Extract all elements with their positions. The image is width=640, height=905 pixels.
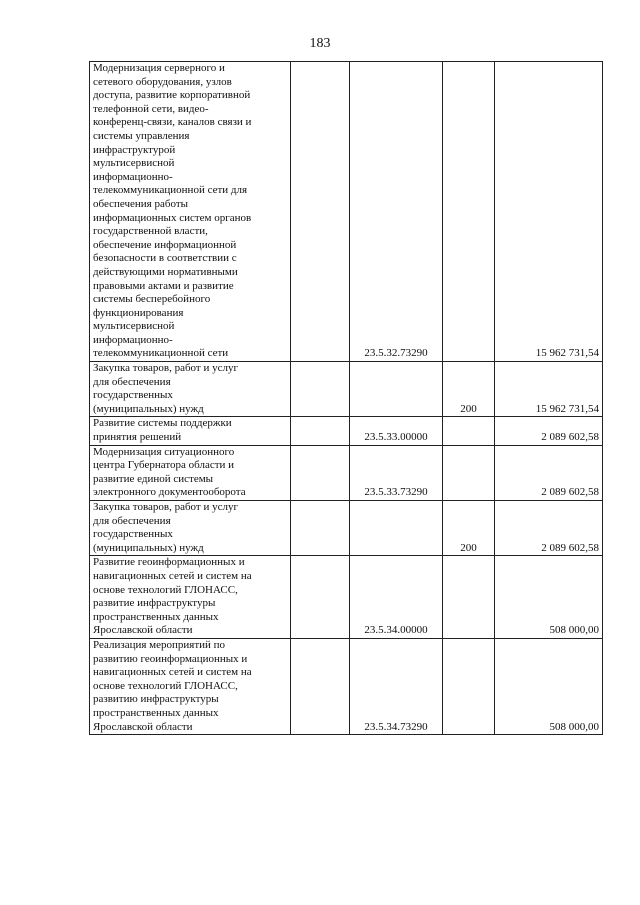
row-amount: 15 962 731,54: [495, 362, 603, 417]
row-name: Модернизация ситуационного центра Губернатора области и развитие единой системы электронного документооборота: [90, 445, 291, 500]
row-code: 23.5.34.73290: [350, 638, 443, 734]
empty-cell: [291, 445, 350, 500]
table-row: [90, 362, 603, 417]
empty-cell: [291, 556, 350, 639]
row-code: 23.5.34.00000: [350, 556, 443, 639]
table-row: [90, 556, 603, 639]
row-type: [443, 638, 495, 734]
row-name: Развитие геоинформационных и навигационных сетей и систем на основе технологий ГЛОНАСС, развитие инфраструктуры пространственных данных Ярославской области: [90, 556, 291, 639]
row-amount: 2 089 602,58: [495, 501, 603, 556]
row-code: 23.5.32.73290: [350, 62, 443, 362]
empty-cell: [291, 62, 350, 362]
row-type: [443, 62, 495, 362]
row-amount: 508 000,00: [495, 638, 603, 734]
row-type: [443, 556, 495, 639]
row-code: [350, 362, 443, 417]
row-amount: 15 962 731,54: [495, 62, 603, 362]
empty-cell: [291, 362, 350, 417]
row-amount: 2 089 602,58: [495, 417, 603, 445]
empty-cell: [291, 638, 350, 734]
empty-cell: [291, 501, 350, 556]
row-name: Развитие системы поддержки принятия решений: [90, 417, 291, 445]
row-name: Реализация мероприятий по развитию геоинформационных и навигационных сетей и систем на основе технологий ГЛОНАСС, развитию инфраструктуры пространственных данных Ярославской области: [90, 638, 291, 734]
row-type: 200: [443, 362, 495, 417]
table-row: [90, 638, 603, 734]
row-amount: 508 000,00: [495, 556, 603, 639]
row-type: 200: [443, 501, 495, 556]
page-number: 183: [309, 36, 331, 51]
table-row: [90, 417, 603, 445]
table-row: [90, 62, 603, 362]
table-row: [90, 501, 603, 556]
row-name: Закупка товаров, работ и услуг для обеспечения государственных (муниципальных) нужд: [90, 362, 291, 417]
row-name: Модернизация серверного и сетевого оборудования, узлов доступа, развитие корпоративной телефонной сети, видео- конференц-связи, каналов связи и системы управления инфраструктурой мультисервисной информационно- телекоммуникационной сети для обеспечения работы информационных систем органов государственной власти, обеспечение информационной безопасности в соответствии с действующими нормативными правовыми актами и развитие системы бесперебойного функционирования мультисервисной информационно- телекоммуникационной сети: [90, 62, 291, 362]
row-code: 23.5.33.73290: [350, 445, 443, 500]
row-type: [443, 445, 495, 500]
row-amount: 2 089 602,58: [495, 445, 603, 500]
budget-table: [89, 61, 603, 735]
empty-cell: [291, 417, 350, 445]
row-name: Закупка товаров, работ и услуг для обеспечения государственных (муниципальных) нужд: [90, 501, 291, 556]
row-type: [443, 417, 495, 445]
table-row: [90, 445, 603, 500]
row-code: [350, 501, 443, 556]
row-code: 23.5.33.00000: [350, 417, 443, 445]
